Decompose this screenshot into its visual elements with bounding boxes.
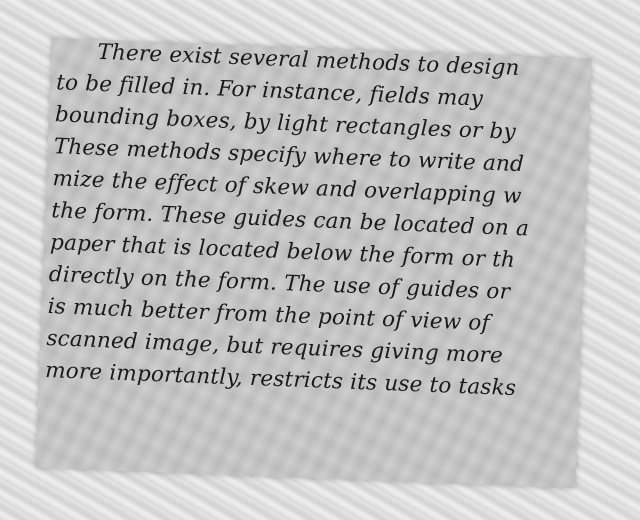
- text-line: the form. These guides can be located on a: [50, 198, 530, 242]
- text-line: directly on the form. The use of guides or: [48, 262, 511, 305]
- text-line: There exist several methods to design: [97, 39, 521, 81]
- text-line: mize the effect of skew and overlapping w: [52, 166, 523, 210]
- text-line: scanned image, but requires giving more: [45, 326, 504, 369]
- crumpled-paper: [35, 38, 591, 488]
- text-line: paper that is located below the form or th: [49, 230, 516, 273]
- text-line: bounding boxes, by light rectangles or by: [54, 102, 517, 145]
- text-line: These methods specify where to write and: [53, 134, 525, 178]
- text-line: more importantly, restricts its use to tasks: [44, 357, 517, 402]
- text-line: to be filled in. For instance, fields may: [55, 70, 484, 112]
- text-line: is much better from the point of view of: [47, 294, 491, 337]
